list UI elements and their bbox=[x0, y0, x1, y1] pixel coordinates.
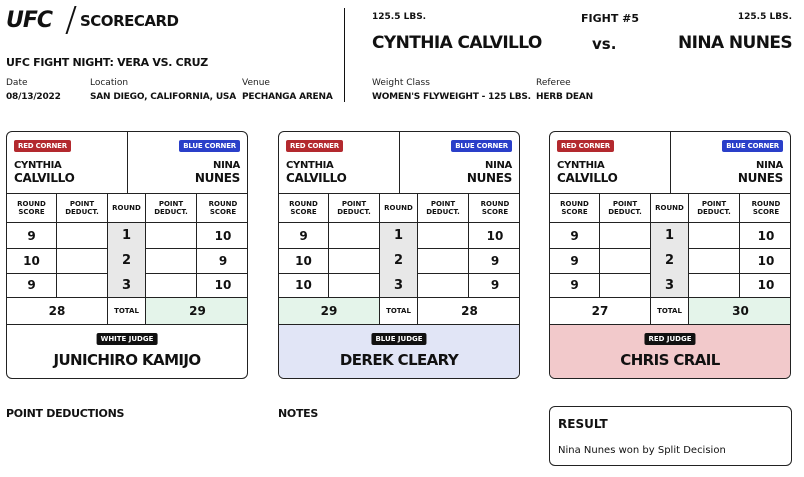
venue-label: Venue bbox=[242, 78, 270, 88]
judge-tag: BLUE JUDGE bbox=[371, 333, 426, 345]
blue-deduct bbox=[146, 223, 197, 249]
blue-total: 29 bbox=[146, 298, 248, 325]
judge-card bbox=[6, 131, 248, 379]
scorecard-title: SCORECARD bbox=[80, 12, 179, 30]
judge-card bbox=[278, 131, 520, 379]
red-round-score-header: ROUND SCORE bbox=[550, 194, 600, 223]
blue-round-score-header: ROUND SCORE bbox=[469, 194, 520, 223]
red-total: 29 bbox=[279, 298, 380, 325]
blue-score: 10 bbox=[740, 273, 791, 298]
result-box bbox=[549, 406, 792, 466]
blue-score: 10 bbox=[197, 223, 248, 249]
corner-row bbox=[550, 132, 790, 194]
round-number: 2 bbox=[651, 248, 689, 274]
blue-corner-name: NINA NUNES bbox=[466, 160, 512, 185]
result-title: RESULT bbox=[558, 417, 608, 431]
blue-score: 9 bbox=[469, 248, 520, 274]
blue-point-deduct-header: POINT DEDUCT. bbox=[146, 194, 197, 223]
red-total: 27 bbox=[550, 298, 651, 325]
date-value: 08/13/2022 bbox=[6, 92, 61, 102]
blue-deduct bbox=[146, 248, 197, 274]
red-deduct bbox=[600, 248, 651, 274]
red-corner-tag: RED CORNER bbox=[286, 140, 343, 152]
red-score: 9 bbox=[7, 273, 57, 298]
blue-fighter-name: NINA NUNES bbox=[678, 33, 792, 53]
judge-tag: RED JUDGE bbox=[644, 333, 695, 345]
red-deduct bbox=[57, 248, 108, 274]
round-number: 1 bbox=[651, 223, 689, 249]
blue-point-deduct-header: POINT DEDUCT. bbox=[689, 194, 740, 223]
blue-score: 10 bbox=[740, 248, 791, 274]
round-number: 3 bbox=[380, 273, 418, 298]
red-score: 9 bbox=[7, 223, 57, 249]
referee-label: Referee bbox=[536, 78, 571, 88]
red-score: 10 bbox=[7, 248, 57, 274]
judge-tag: WHITE JUDGE bbox=[97, 333, 158, 345]
blue-corner-tag: BLUE CORNER bbox=[451, 140, 512, 152]
fight-number: FIGHT #5 bbox=[581, 12, 640, 25]
red-score: 9 bbox=[550, 273, 600, 298]
referee-value: HERB DEAN bbox=[536, 92, 593, 102]
blue-total: 28 bbox=[418, 298, 520, 325]
blue-point-deduct-header: POINT DEDUCT. bbox=[418, 194, 469, 223]
red-corner-name: CYNTHIA CALVILLO bbox=[286, 160, 347, 185]
round-number: 3 bbox=[108, 273, 146, 298]
red-deduct bbox=[600, 223, 651, 249]
red-round-score-header: ROUND SCORE bbox=[7, 194, 57, 223]
red-deduct bbox=[329, 248, 380, 274]
location-label: Location bbox=[90, 78, 129, 88]
logo-divider bbox=[65, 6, 76, 34]
total-label: TOTAL bbox=[651, 298, 689, 325]
round-header: ROUND bbox=[380, 194, 418, 223]
blue-corner-tag: BLUE CORNER bbox=[179, 140, 240, 152]
red-weight: 125.5 LBS. bbox=[372, 12, 427, 22]
judge-name: DEREK CLEARY bbox=[339, 351, 459, 369]
judge-area bbox=[7, 325, 247, 379]
blue-deduct bbox=[418, 248, 469, 274]
red-deduct bbox=[329, 273, 380, 298]
red-point-deduct-header: POINT DEDUCT. bbox=[329, 194, 380, 223]
red-point-deduct-header: POINT DEDUCT. bbox=[57, 194, 108, 223]
blue-corner-tag: BLUE CORNER bbox=[722, 140, 783, 152]
location-value: SAN DIEGO, CALIFORNIA, USA bbox=[90, 92, 236, 102]
blue-round-score-header: ROUND SCORE bbox=[740, 194, 791, 223]
round-number: 1 bbox=[380, 223, 418, 249]
red-corner-name: CYNTHIA CALVILLO bbox=[557, 160, 618, 185]
blue-round-score-header: ROUND SCORE bbox=[197, 194, 248, 223]
blue-deduct bbox=[689, 223, 740, 249]
total-label: TOTAL bbox=[380, 298, 418, 325]
red-fighter-name: CYNTHIA CALVILLO bbox=[372, 33, 542, 53]
blue-corner-name: NINA NUNES bbox=[194, 160, 240, 185]
red-corner-tag: RED CORNER bbox=[14, 140, 71, 152]
blue-score: 10 bbox=[469, 223, 520, 249]
venue-value: PECHANGA ARENA bbox=[242, 92, 333, 102]
judge-name: CHRIS CRAIL bbox=[620, 351, 720, 369]
blue-score: 10 bbox=[197, 273, 248, 298]
blue-weight: 125.5 LBS. bbox=[737, 12, 792, 22]
corner-row bbox=[7, 132, 247, 194]
round-number: 2 bbox=[108, 248, 146, 274]
blue-score: 10 bbox=[740, 223, 791, 249]
red-corner-tag: RED CORNER bbox=[557, 140, 614, 152]
round-header: ROUND bbox=[108, 194, 146, 223]
red-round-score-header: ROUND SCORE bbox=[279, 194, 329, 223]
blue-deduct bbox=[146, 273, 197, 298]
blue-score: 9 bbox=[197, 248, 248, 274]
judge-name: JUNICHIRO KAMIJO bbox=[53, 351, 201, 369]
blue-total: 30 bbox=[689, 298, 791, 325]
red-total: 28 bbox=[7, 298, 108, 325]
round-number: 2 bbox=[380, 248, 418, 274]
judge-area bbox=[550, 325, 790, 379]
vs-label: vs. bbox=[592, 35, 617, 53]
red-corner-name: CYNTHIA CALVILLO bbox=[14, 160, 75, 185]
judge-card bbox=[549, 131, 791, 379]
blue-deduct bbox=[418, 273, 469, 298]
blue-deduct bbox=[689, 273, 740, 298]
red-deduct bbox=[57, 223, 108, 249]
red-score: 9 bbox=[279, 223, 329, 249]
blue-deduct bbox=[418, 223, 469, 249]
total-label: TOTAL bbox=[108, 298, 146, 325]
red-point-deduct-header: POINT DEDUCT. bbox=[600, 194, 651, 223]
notes-heading: NOTES bbox=[278, 407, 318, 420]
result-text: Nina Nunes won by Split Decision bbox=[558, 445, 726, 456]
round-number: 1 bbox=[108, 223, 146, 249]
ufc-logo: UFC bbox=[6, 8, 53, 33]
blue-deduct bbox=[689, 248, 740, 274]
blue-score: 9 bbox=[469, 273, 520, 298]
event-name: UFC FIGHT NIGHT: VERA VS. CRUZ bbox=[6, 56, 208, 69]
red-score: 9 bbox=[550, 248, 600, 274]
weight-class-label: Weight Class bbox=[372, 78, 430, 88]
red-score: 10 bbox=[279, 248, 329, 274]
point-deductions-heading: POINT DEDUCTIONS bbox=[6, 407, 125, 420]
corner-row bbox=[279, 132, 519, 194]
red-deduct bbox=[57, 273, 108, 298]
red-deduct bbox=[600, 273, 651, 298]
date-label: Date bbox=[6, 78, 28, 88]
judge-area bbox=[279, 325, 519, 379]
red-score: 9 bbox=[550, 223, 600, 249]
round-header: ROUND bbox=[651, 194, 689, 223]
red-deduct bbox=[329, 223, 380, 249]
red-score: 10 bbox=[279, 273, 329, 298]
blue-corner-name: NINA NUNES bbox=[737, 160, 783, 185]
weight-class-value: WOMEN'S FLYWEIGHT - 125 LBS. bbox=[372, 92, 531, 102]
round-number: 3 bbox=[651, 273, 689, 298]
header-divider bbox=[344, 8, 345, 102]
